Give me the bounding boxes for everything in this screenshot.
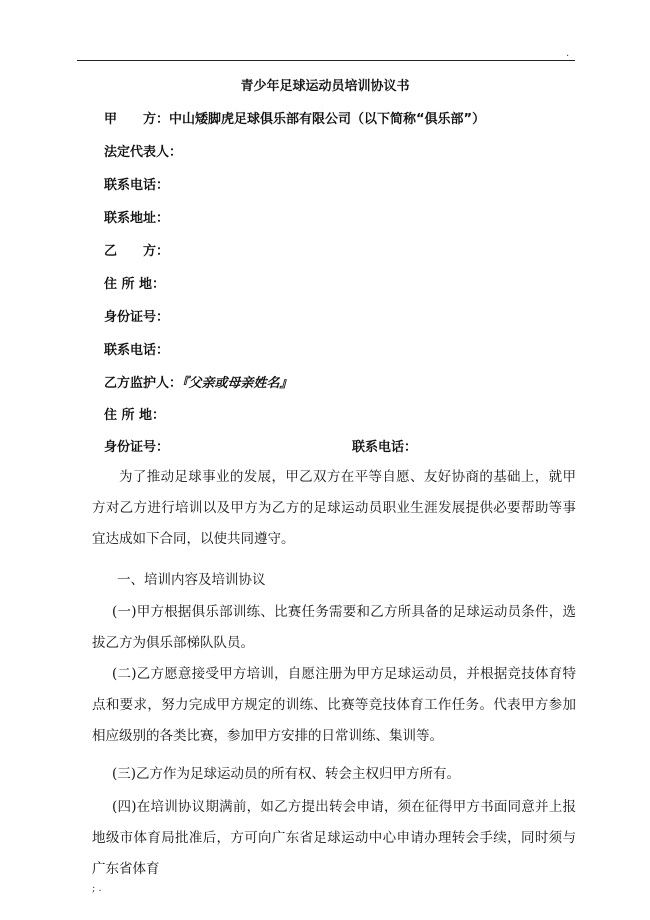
residence-b-field bbox=[104, 273, 165, 292]
guardian-field bbox=[104, 372, 293, 391]
contact-phone-b-label: 联系电话： bbox=[104, 343, 170, 358]
residence-g-field bbox=[104, 404, 165, 423]
contact-addr-a-label: 联系地址： bbox=[104, 211, 170, 226]
contact-addr-a-field bbox=[104, 207, 169, 226]
party-b-label: 乙 方： bbox=[104, 244, 170, 259]
intro-paragraph: 为了推动足球事业的发展，甲乙双方在平等自愿、友好协商的基础上，就甲方对乙方进行培训以及甲方为乙方的足球运动员职业生涯发展提供必要帮助等事宜达成如下合同，以使共同遵守。 bbox=[92, 469, 576, 547]
residence-b-label: 住 所 地： bbox=[104, 277, 166, 292]
party-a-field bbox=[104, 108, 485, 127]
id-b-label: 身份证号： bbox=[104, 310, 170, 325]
document-title: 青少年足球运动员培训协议书 bbox=[240, 79, 410, 94]
contact-phone-b-field bbox=[104, 339, 169, 358]
clause-2: (二)乙方愿意接受甲方培训，自愿注册为甲方足球运动员，并根据竞技体育特点和要求，努力完成甲方规定的训练、比赛等竞技体育工作任务。代表甲方参加相应级别的各类比赛，参加甲方安排的日常训练、集训等。 bbox=[92, 666, 576, 744]
footer-mark: ; . bbox=[92, 883, 102, 894]
legal-rep-label: 法定代表人： bbox=[104, 145, 183, 160]
clause-1: (一)甲方根据俱乐部训练、比赛任务需要和乙方所具备的足球运动员条件，选拔乙方为俱乐部梯队队员。 bbox=[92, 604, 576, 651]
section-heading: 一、培训内容及培训协议 bbox=[117, 572, 266, 588]
header-mark: . bbox=[566, 48, 570, 59]
contact-phone-a-field bbox=[104, 174, 169, 193]
id-g-label: 身份证号： bbox=[104, 440, 170, 455]
party-a-label: 甲 方： bbox=[104, 112, 170, 127]
id-b-field bbox=[104, 306, 169, 325]
clause-3: (三)乙方作为足球运动员的所有权、转会主权归甲方所有。 bbox=[112, 766, 461, 782]
residence-g-label: 住 所 地： bbox=[104, 408, 166, 423]
party-b-field bbox=[104, 240, 169, 259]
party-a-value: 中山矮脚虎足球俱乐部有限公司（以下简称“俱乐部”） bbox=[169, 112, 486, 127]
header-rule bbox=[77, 60, 575, 61]
clause-4: (四)在培训协议期满前，如乙方提出转会申请，须在征得甲方书面同意并上报地级市体育局批准后，方可向广东省足球运动中心申请办理转会手续，同时须与广东省体育 bbox=[92, 799, 576, 877]
guardian-label: 乙方监护人： bbox=[104, 376, 183, 391]
id-g-field bbox=[104, 436, 169, 455]
legal-rep-field bbox=[104, 141, 182, 160]
contact-phone-a-label: 联系电话： bbox=[104, 178, 170, 193]
guardian-placeholder: 『父亲或母亲姓名』 bbox=[182, 376, 293, 391]
contact-phone-g-label: 联系电话： bbox=[352, 440, 418, 455]
